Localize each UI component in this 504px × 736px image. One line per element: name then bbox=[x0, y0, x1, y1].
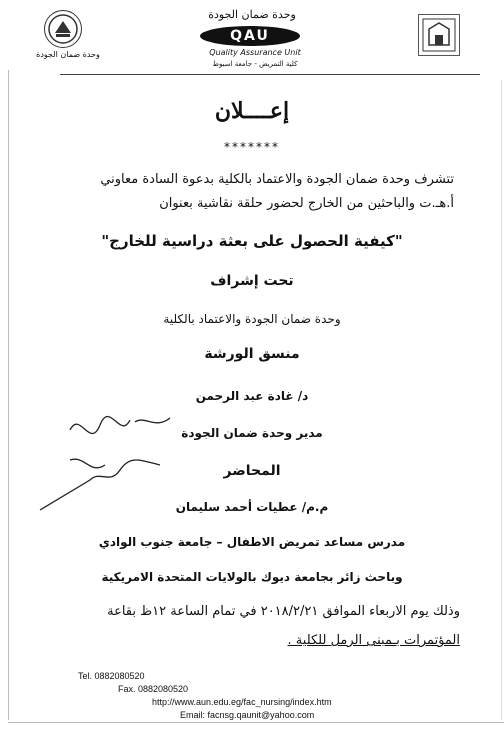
supervision-label: تحت إشراف bbox=[210, 273, 294, 289]
footer-fax: Fax. 0882080520 bbox=[118, 684, 189, 694]
lecturer-name: م.م/ عطيات أحمد سليمان bbox=[175, 500, 329, 514]
unit-name-english: Quality Assurance Unit bbox=[209, 48, 301, 57]
coordinator-name: د/ غادة عبد الرحمن bbox=[195, 389, 309, 403]
title-stars: ******* bbox=[224, 140, 280, 154]
handwritten-signature-2 bbox=[30, 440, 170, 520]
footer-telephone: Tel. 0882080520 bbox=[78, 671, 145, 681]
supervision-value: وحدة ضمان الجودة والاعتماد بالكلية bbox=[163, 312, 341, 326]
header-divider bbox=[60, 74, 480, 75]
footer-email-link[interactable]: Email: facnsg.qaunit@yahoo.com bbox=[180, 710, 315, 720]
lecturer-position: مدرس مساعد تمريض الاطفال – جامعة جنوب الوادي bbox=[98, 535, 406, 549]
seminar-topic: "كيفية الحصول على بعثة دراسية للخارج" bbox=[101, 232, 403, 250]
coordinator-label: منسق الورشة bbox=[204, 346, 300, 362]
intro-line-2: أ.هـ.ت والباحثين من الخارج لحضور حلقة نقاشية بعنوان bbox=[159, 196, 454, 211]
lecturer-label: المحاضر bbox=[223, 463, 281, 479]
announcement-title: إعــــلان bbox=[214, 98, 290, 124]
coordinator-title: مدير وحدة ضمان الجودة bbox=[181, 426, 323, 440]
faculty-line: كلية التمريض - جامعة اسيوط bbox=[212, 60, 298, 68]
venue-line: المؤتمرات بـمبنى الرمل للكلية . bbox=[287, 633, 460, 648]
left-logo-caption: وحدة ضمان الجودة bbox=[36, 50, 100, 59]
footer-website-link[interactable]: http://www.aun.edu.eg/fac_nursing/index.htm bbox=[152, 697, 332, 707]
lecturer-visiting-position: وباحث زائر بجامعة ديوك بالولايات المتحدة الامريكية bbox=[101, 570, 403, 584]
date-time-line: وذلك يوم الاربعاء الموافق ٢٠١٨/٢/٢١ في تمام الساعة ١٢ظ بقاعة bbox=[107, 604, 460, 619]
qau-logo: QAU bbox=[200, 26, 300, 46]
faculty-logo-icon bbox=[418, 14, 460, 56]
page-edge-bottom bbox=[8, 722, 504, 723]
intro-line-1: تتشرف وحدة ضمان الجودة والاعتماد بالكلية بدعوة السادة معاوني bbox=[100, 172, 454, 187]
unit-name-arabic: وحدة ضمان الجودة bbox=[208, 8, 296, 21]
university-seal-icon bbox=[44, 10, 82, 48]
